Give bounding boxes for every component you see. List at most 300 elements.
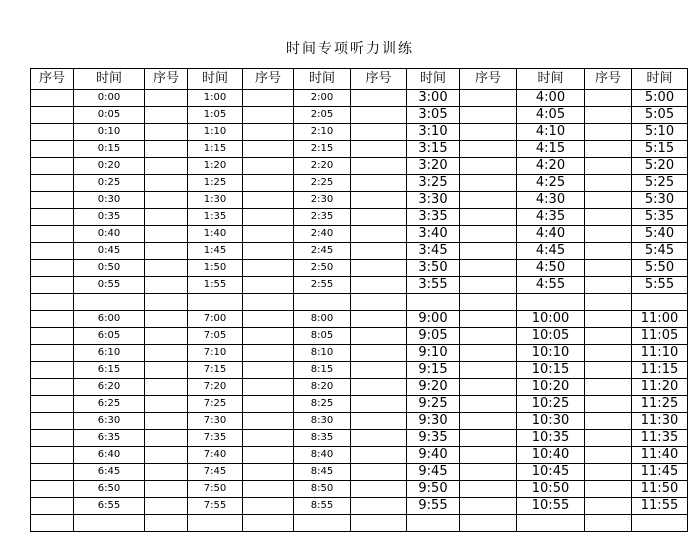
time-cell: 8:30 bbox=[294, 413, 351, 430]
time-cell: 9:15 bbox=[407, 362, 460, 379]
index-cell[interactable] bbox=[351, 447, 407, 464]
index-cell[interactable] bbox=[351, 158, 407, 175]
index-cell[interactable] bbox=[145, 192, 188, 209]
time-cell: 8:35 bbox=[294, 430, 351, 447]
index-cell[interactable] bbox=[585, 396, 632, 413]
table-row bbox=[31, 260, 688, 277]
table-row bbox=[31, 192, 688, 209]
index-cell[interactable] bbox=[351, 362, 407, 379]
time-cell: 6:35 bbox=[74, 430, 145, 447]
index-cell[interactable] bbox=[145, 277, 188, 294]
index-cell[interactable] bbox=[31, 141, 74, 158]
index-cell[interactable] bbox=[351, 277, 407, 294]
time-cell: 4:45 bbox=[517, 243, 585, 260]
separator-row bbox=[31, 294, 688, 311]
time-cell: 5:35 bbox=[632, 209, 688, 226]
time-cell: 0:30 bbox=[74, 192, 145, 209]
index-cell[interactable] bbox=[460, 311, 517, 328]
time-cell: 10:10 bbox=[517, 345, 585, 362]
index-cell[interactable] bbox=[243, 396, 294, 413]
time-cell: 2:15 bbox=[294, 141, 351, 158]
time-cell: 9:45 bbox=[407, 464, 460, 481]
time-cell: 4:50 bbox=[517, 260, 585, 277]
index-cell[interactable] bbox=[351, 430, 407, 447]
time-cell: 10:20 bbox=[517, 379, 585, 396]
index-cell[interactable] bbox=[145, 141, 188, 158]
time-cell: 5:40 bbox=[632, 226, 688, 243]
header-index: 序号 bbox=[351, 69, 407, 90]
empty-cell bbox=[517, 294, 585, 311]
index-cell[interactable] bbox=[243, 464, 294, 481]
index-cell[interactable] bbox=[145, 90, 188, 107]
time-cell: 0:15 bbox=[74, 141, 145, 158]
time-cell: 0:00 bbox=[74, 90, 145, 107]
time-cell: 2:05 bbox=[294, 107, 351, 124]
empty-cell bbox=[74, 294, 145, 311]
index-cell[interactable] bbox=[351, 243, 407, 260]
index-cell[interactable] bbox=[585, 175, 632, 192]
time-cell: 4:00 bbox=[517, 90, 585, 107]
time-cell: 3:50 bbox=[407, 260, 460, 277]
table-row bbox=[31, 379, 688, 396]
index-cell[interactable] bbox=[585, 413, 632, 430]
index-cell[interactable] bbox=[460, 243, 517, 260]
time-cell: 2:55 bbox=[294, 277, 351, 294]
time-cell: 4:20 bbox=[517, 158, 585, 175]
time-cell: 4:10 bbox=[517, 124, 585, 141]
index-cell[interactable] bbox=[585, 362, 632, 379]
index-cell[interactable] bbox=[145, 379, 188, 396]
time-cell: 6:40 bbox=[74, 447, 145, 464]
table-row bbox=[31, 447, 688, 464]
index-cell[interactable] bbox=[585, 141, 632, 158]
time-cell: 6:55 bbox=[74, 498, 145, 515]
table-row bbox=[31, 158, 688, 175]
time-cell: 7:35 bbox=[188, 430, 243, 447]
index-cell[interactable] bbox=[31, 498, 74, 515]
index-cell[interactable] bbox=[351, 260, 407, 277]
index-cell[interactable] bbox=[145, 311, 188, 328]
time-cell: 4:35 bbox=[517, 209, 585, 226]
time-cell: 7:05 bbox=[188, 328, 243, 345]
index-cell[interactable] bbox=[460, 362, 517, 379]
index-cell[interactable] bbox=[145, 158, 188, 175]
index-cell[interactable] bbox=[31, 124, 74, 141]
index-cell[interactable] bbox=[145, 209, 188, 226]
empty-cell bbox=[517, 515, 585, 532]
index-cell[interactable] bbox=[351, 90, 407, 107]
time-cell: 10:25 bbox=[517, 396, 585, 413]
index-cell[interactable] bbox=[460, 430, 517, 447]
time-cell: 11:20 bbox=[632, 379, 688, 396]
index-cell[interactable] bbox=[243, 413, 294, 430]
index-cell[interactable] bbox=[145, 124, 188, 141]
index-cell[interactable] bbox=[585, 192, 632, 209]
time-cell: 1:55 bbox=[188, 277, 243, 294]
time-cell: 3:10 bbox=[407, 124, 460, 141]
index-cell[interactable] bbox=[351, 226, 407, 243]
empty-cell bbox=[31, 294, 74, 311]
index-cell[interactable] bbox=[460, 481, 517, 498]
index-cell[interactable] bbox=[243, 175, 294, 192]
time-cell: 9:10 bbox=[407, 345, 460, 362]
index-cell[interactable] bbox=[145, 362, 188, 379]
index-cell[interactable] bbox=[243, 362, 294, 379]
index-cell[interactable] bbox=[31, 158, 74, 175]
table-row bbox=[31, 498, 688, 515]
time-cell: 10:50 bbox=[517, 481, 585, 498]
time-cell: 0:35 bbox=[74, 209, 145, 226]
index-cell[interactable] bbox=[585, 209, 632, 226]
index-cell[interactable] bbox=[31, 362, 74, 379]
time-cell: 0:25 bbox=[74, 175, 145, 192]
time-cell: 8:50 bbox=[294, 481, 351, 498]
index-cell[interactable] bbox=[31, 107, 74, 124]
index-cell[interactable] bbox=[31, 90, 74, 107]
index-cell[interactable] bbox=[243, 481, 294, 498]
time-cell: 2:10 bbox=[294, 124, 351, 141]
index-cell[interactable] bbox=[585, 447, 632, 464]
time-cell: 7:15 bbox=[188, 362, 243, 379]
separator-row bbox=[31, 515, 688, 532]
index-cell[interactable] bbox=[243, 107, 294, 124]
time-cell: 7:55 bbox=[188, 498, 243, 515]
table-row bbox=[31, 209, 688, 226]
table-row bbox=[31, 277, 688, 294]
index-cell[interactable] bbox=[31, 260, 74, 277]
time-cell: 6:45 bbox=[74, 464, 145, 481]
index-cell[interactable] bbox=[31, 226, 74, 243]
header-time: 时间 bbox=[632, 69, 688, 90]
index-cell[interactable] bbox=[460, 328, 517, 345]
index-cell[interactable] bbox=[585, 243, 632, 260]
time-cell: 3:40 bbox=[407, 226, 460, 243]
time-cell: 8:40 bbox=[294, 447, 351, 464]
index-cell[interactable] bbox=[145, 226, 188, 243]
index-cell[interactable] bbox=[585, 379, 632, 396]
index-cell[interactable] bbox=[243, 328, 294, 345]
index-cell[interactable] bbox=[145, 430, 188, 447]
time-cell: 5:55 bbox=[632, 277, 688, 294]
index-cell[interactable] bbox=[460, 277, 517, 294]
index-cell[interactable] bbox=[460, 345, 517, 362]
time-cell: 9:05 bbox=[407, 328, 460, 345]
time-cell: 11:35 bbox=[632, 430, 688, 447]
index-cell[interactable] bbox=[460, 413, 517, 430]
index-cell[interactable] bbox=[243, 243, 294, 260]
time-cell: 1:50 bbox=[188, 260, 243, 277]
empty-cell bbox=[294, 294, 351, 311]
time-cell: 6:00 bbox=[74, 311, 145, 328]
time-cell: 9:25 bbox=[407, 396, 460, 413]
time-cell: 1:05 bbox=[188, 107, 243, 124]
empty-cell bbox=[294, 515, 351, 532]
empty-cell bbox=[243, 294, 294, 311]
index-cell[interactable] bbox=[31, 430, 74, 447]
time-cell: 5:05 bbox=[632, 107, 688, 124]
index-cell[interactable] bbox=[145, 175, 188, 192]
index-cell[interactable] bbox=[460, 107, 517, 124]
time-cell: 8:10 bbox=[294, 345, 351, 362]
table-row bbox=[31, 362, 688, 379]
time-cell: 2:45 bbox=[294, 243, 351, 260]
index-cell[interactable] bbox=[243, 158, 294, 175]
index-cell[interactable] bbox=[243, 141, 294, 158]
index-cell[interactable] bbox=[460, 396, 517, 413]
time-cell: 9:20 bbox=[407, 379, 460, 396]
index-cell[interactable] bbox=[31, 277, 74, 294]
index-cell[interactable] bbox=[351, 311, 407, 328]
header-row bbox=[31, 69, 688, 90]
time-cell: 11:10 bbox=[632, 345, 688, 362]
index-cell[interactable] bbox=[31, 328, 74, 345]
table-row bbox=[31, 430, 688, 447]
time-cell: 4:25 bbox=[517, 175, 585, 192]
time-cell: 10:30 bbox=[517, 413, 585, 430]
index-cell[interactable] bbox=[243, 430, 294, 447]
index-cell[interactable] bbox=[460, 175, 517, 192]
index-cell[interactable] bbox=[243, 192, 294, 209]
time-cell: 9:55 bbox=[407, 498, 460, 515]
table-row bbox=[31, 141, 688, 158]
time-cell: 9:50 bbox=[407, 481, 460, 498]
empty-cell bbox=[585, 515, 632, 532]
time-cell: 0:40 bbox=[74, 226, 145, 243]
time-cell: 10:35 bbox=[517, 430, 585, 447]
time-cell: 9:00 bbox=[407, 311, 460, 328]
time-cell: 3:05 bbox=[407, 107, 460, 124]
time-cell: 2:25 bbox=[294, 175, 351, 192]
time-cell: 1:25 bbox=[188, 175, 243, 192]
index-cell[interactable] bbox=[145, 413, 188, 430]
index-cell[interactable] bbox=[31, 209, 74, 226]
index-cell[interactable] bbox=[145, 260, 188, 277]
index-cell[interactable] bbox=[145, 243, 188, 260]
time-cell: 4:15 bbox=[517, 141, 585, 158]
index-cell[interactable] bbox=[31, 464, 74, 481]
index-cell[interactable] bbox=[585, 226, 632, 243]
index-cell[interactable] bbox=[243, 498, 294, 515]
index-cell[interactable] bbox=[31, 192, 74, 209]
index-cell[interactable] bbox=[31, 345, 74, 362]
empty-cell bbox=[188, 294, 243, 311]
time-cell: 10:40 bbox=[517, 447, 585, 464]
index-cell[interactable] bbox=[145, 498, 188, 515]
index-cell[interactable] bbox=[243, 90, 294, 107]
time-cell: 7:20 bbox=[188, 379, 243, 396]
time-cell: 3:20 bbox=[407, 158, 460, 175]
time-cell: 11:40 bbox=[632, 447, 688, 464]
time-cell: 3:55 bbox=[407, 277, 460, 294]
time-cell: 9:30 bbox=[407, 413, 460, 430]
time-cell: 1:15 bbox=[188, 141, 243, 158]
time-cell: 5:20 bbox=[632, 158, 688, 175]
index-cell[interactable] bbox=[585, 464, 632, 481]
time-cell: 4:30 bbox=[517, 192, 585, 209]
index-cell[interactable] bbox=[460, 141, 517, 158]
empty-cell bbox=[243, 515, 294, 532]
table-row bbox=[31, 107, 688, 124]
table-row bbox=[31, 396, 688, 413]
header-time: 时间 bbox=[188, 69, 243, 90]
index-cell[interactable] bbox=[351, 464, 407, 481]
index-cell[interactable] bbox=[145, 345, 188, 362]
index-cell[interactable] bbox=[243, 209, 294, 226]
time-cell: 11:50 bbox=[632, 481, 688, 498]
index-cell[interactable] bbox=[31, 447, 74, 464]
time-cell: 4:55 bbox=[517, 277, 585, 294]
time-cell: 11:45 bbox=[632, 464, 688, 481]
time-cell: 11:00 bbox=[632, 311, 688, 328]
index-cell[interactable] bbox=[31, 311, 74, 328]
index-cell[interactable] bbox=[460, 90, 517, 107]
time-cell: 8:20 bbox=[294, 379, 351, 396]
time-cell: 5:15 bbox=[632, 141, 688, 158]
time-cell: 3:25 bbox=[407, 175, 460, 192]
index-cell[interactable] bbox=[585, 124, 632, 141]
time-cell: 3:30 bbox=[407, 192, 460, 209]
index-cell[interactable] bbox=[460, 498, 517, 515]
time-cell: 7:40 bbox=[188, 447, 243, 464]
time-cell: 1:45 bbox=[188, 243, 243, 260]
index-cell[interactable] bbox=[351, 209, 407, 226]
index-cell[interactable] bbox=[460, 158, 517, 175]
time-cell: 2:50 bbox=[294, 260, 351, 277]
index-cell[interactable] bbox=[31, 481, 74, 498]
empty-cell bbox=[31, 515, 74, 532]
page-title: 时间专项听力训练 bbox=[286, 41, 414, 57]
index-cell[interactable] bbox=[31, 379, 74, 396]
index-cell[interactable] bbox=[145, 464, 188, 481]
index-cell[interactable] bbox=[351, 345, 407, 362]
time-cell: 5:10 bbox=[632, 124, 688, 141]
index-cell[interactable] bbox=[243, 260, 294, 277]
table-row bbox=[31, 328, 688, 345]
time-cell: 5:00 bbox=[632, 90, 688, 107]
index-cell[interactable] bbox=[31, 396, 74, 413]
index-cell[interactable] bbox=[460, 226, 517, 243]
time-cell: 8:45 bbox=[294, 464, 351, 481]
header-index: 序号 bbox=[145, 69, 188, 90]
index-cell[interactable] bbox=[585, 311, 632, 328]
index-cell[interactable] bbox=[585, 260, 632, 277]
index-cell[interactable] bbox=[585, 277, 632, 294]
index-cell[interactable] bbox=[243, 345, 294, 362]
time-cell: 3:15 bbox=[407, 141, 460, 158]
time-cell: 10:00 bbox=[517, 311, 585, 328]
index-cell[interactable] bbox=[145, 447, 188, 464]
index-cell[interactable] bbox=[460, 464, 517, 481]
index-cell[interactable] bbox=[460, 447, 517, 464]
index-cell[interactable] bbox=[351, 107, 407, 124]
index-cell[interactable] bbox=[145, 481, 188, 498]
empty-cell bbox=[351, 515, 407, 532]
time-cell: 4:40 bbox=[517, 226, 585, 243]
time-cell: 3:35 bbox=[407, 209, 460, 226]
header-time: 时间 bbox=[294, 69, 351, 90]
index-cell[interactable] bbox=[145, 107, 188, 124]
index-cell[interactable] bbox=[243, 447, 294, 464]
table-row bbox=[31, 226, 688, 243]
time-cell: 5:45 bbox=[632, 243, 688, 260]
header-time: 时间 bbox=[407, 69, 460, 90]
time-cell: 10:05 bbox=[517, 328, 585, 345]
time-cell: 8:55 bbox=[294, 498, 351, 515]
time-cell: 10:55 bbox=[517, 498, 585, 515]
empty-cell bbox=[188, 515, 243, 532]
index-cell[interactable] bbox=[460, 379, 517, 396]
time-cell: 3:00 bbox=[407, 90, 460, 107]
index-cell[interactable] bbox=[585, 90, 632, 107]
time-cell: 6:05 bbox=[74, 328, 145, 345]
table-row bbox=[31, 243, 688, 260]
index-cell[interactable] bbox=[243, 124, 294, 141]
time-cell: 7:10 bbox=[188, 345, 243, 362]
time-cell: 9:35 bbox=[407, 430, 460, 447]
empty-cell bbox=[407, 294, 460, 311]
index-cell[interactable] bbox=[585, 328, 632, 345]
table-row bbox=[31, 481, 688, 498]
index-cell[interactable] bbox=[351, 379, 407, 396]
time-cell: 0:20 bbox=[74, 158, 145, 175]
index-cell[interactable] bbox=[585, 158, 632, 175]
time-cell: 2:30 bbox=[294, 192, 351, 209]
index-cell[interactable] bbox=[145, 328, 188, 345]
time-cell: 3:45 bbox=[407, 243, 460, 260]
index-cell[interactable] bbox=[243, 226, 294, 243]
header-index: 序号 bbox=[31, 69, 74, 90]
index-cell[interactable] bbox=[585, 481, 632, 498]
index-cell[interactable] bbox=[351, 328, 407, 345]
header-index: 序号 bbox=[243, 69, 294, 90]
empty-cell bbox=[460, 294, 517, 311]
time-cell: 0:10 bbox=[74, 124, 145, 141]
index-cell[interactable] bbox=[351, 396, 407, 413]
index-cell[interactable] bbox=[460, 260, 517, 277]
index-cell[interactable] bbox=[31, 243, 74, 260]
index-cell[interactable] bbox=[585, 430, 632, 447]
index-cell[interactable] bbox=[460, 192, 517, 209]
index-cell[interactable] bbox=[460, 124, 517, 141]
index-cell[interactable] bbox=[351, 481, 407, 498]
index-cell[interactable] bbox=[585, 107, 632, 124]
index-cell[interactable] bbox=[351, 413, 407, 430]
index-cell[interactable] bbox=[460, 209, 517, 226]
empty-cell bbox=[632, 515, 688, 532]
index-cell[interactable] bbox=[585, 498, 632, 515]
index-cell[interactable] bbox=[585, 345, 632, 362]
index-cell[interactable] bbox=[145, 396, 188, 413]
empty-cell bbox=[74, 515, 145, 532]
time-cell: 11:25 bbox=[632, 396, 688, 413]
index-cell[interactable] bbox=[243, 311, 294, 328]
index-cell[interactable] bbox=[351, 498, 407, 515]
index-cell[interactable] bbox=[243, 277, 294, 294]
index-cell[interactable] bbox=[351, 124, 407, 141]
index-cell[interactable] bbox=[351, 192, 407, 209]
empty-cell bbox=[460, 515, 517, 532]
index-cell[interactable] bbox=[31, 413, 74, 430]
index-cell[interactable] bbox=[243, 379, 294, 396]
time-cell: 8:05 bbox=[294, 328, 351, 345]
time-cell: 7:50 bbox=[188, 481, 243, 498]
index-cell[interactable] bbox=[351, 175, 407, 192]
time-cell: 8:15 bbox=[294, 362, 351, 379]
time-cell: 10:45 bbox=[517, 464, 585, 481]
index-cell[interactable] bbox=[351, 141, 407, 158]
time-cell: 5:30 bbox=[632, 192, 688, 209]
index-cell[interactable] bbox=[31, 175, 74, 192]
